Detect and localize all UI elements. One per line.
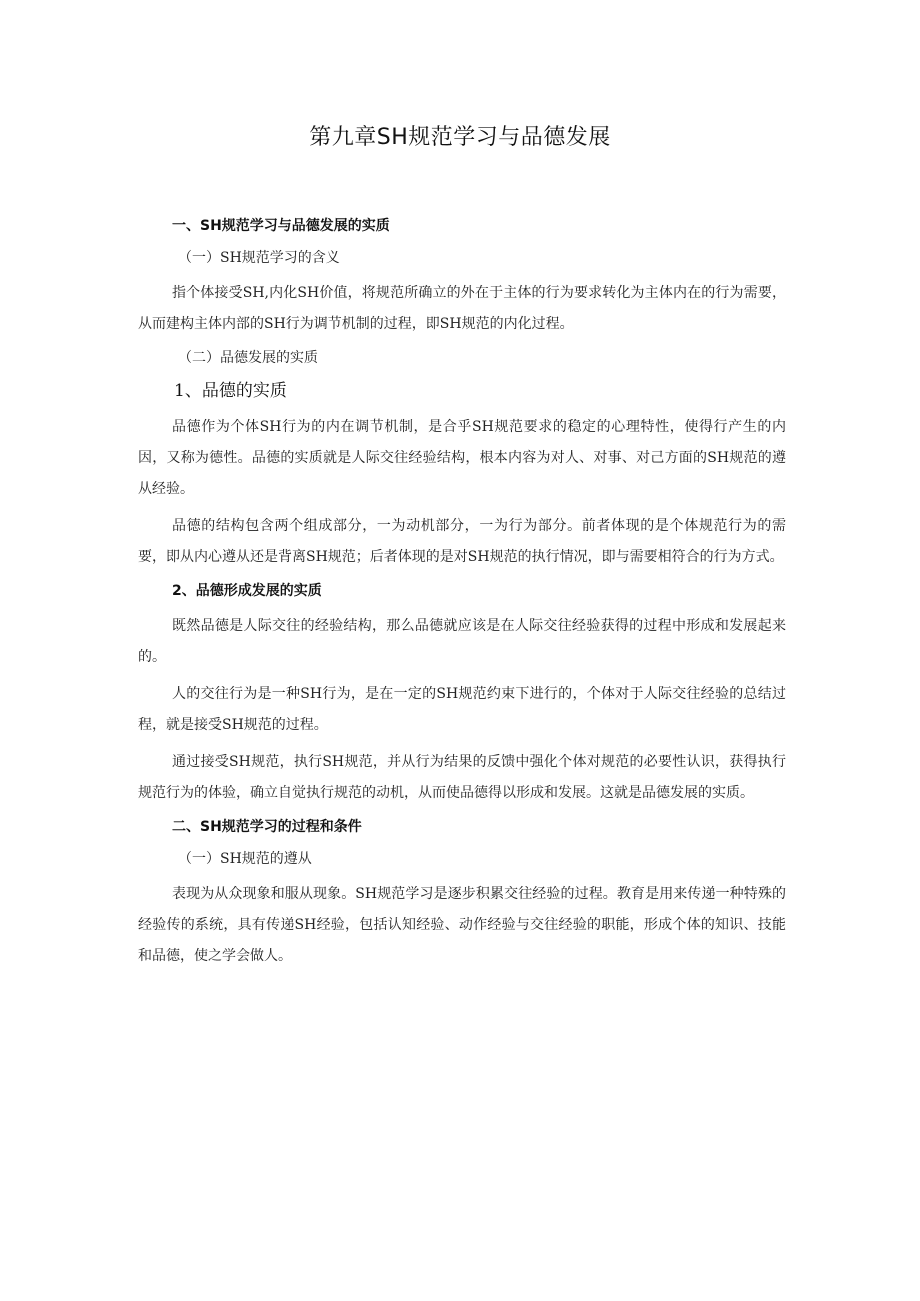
paragraph-formation: 既然品德是人际交往的经验结构，那么品德就应该是在人际交往经验获得的过程中形成和发展起来的。 [138, 618, 786, 665]
page-title: 第九章SH规范学习与品德发展 [309, 125, 611, 150]
paragraph-essence: 品德作为个体SH行为的内在调节机制，是合乎SH规范要求的稳定的心理特性，使得行产生的内因，又称为德性。品德的实质就是人际交往经验结构，根本内容为对人、对事、对己方面的SH规范的遵从经验。 [138, 419, 786, 497]
section-heading-1: 一、SH规范学习与品德发展的实质 [172, 218, 390, 234]
document-body [138, 212, 786, 972]
subsection-heading-2-1: （一）SH规范的遵从 [178, 851, 312, 867]
topic-heading-1: 1、品德的实质 [174, 381, 287, 401]
subsection-heading-1-2: （二）品德发展的实质 [178, 350, 318, 366]
paragraph-structure: 品德的结构包含两个组成部分，一为动机部分，一为行为部分。前者体现的是个体规范行为的需要，即从内心遵从还是背离SH规范；后者体现的是对SH规范的执行情况，即与需要相符合的行为方式。 [138, 518, 786, 565]
paragraph-compliance: 表现为从众现象和服从现象。SH规范学习是逐步积累交往经验的过程。教育是用来传递一种特殊的经验传的系统，具有传递SH经验，包括认知经验、动作经验与交往经验的职能，形成个体的知识、技能和品德，使之学会做人。 [138, 886, 786, 964]
topic-heading-2: 2、品德形成发展的实质 [172, 583, 322, 599]
paragraph-acceptance: 通过接受SH规范，执行SH规范，并从行为结果的反馈中强化个体对规范的必要性认识，获得执行规范行为的体验，确立自觉执行规范的动机，从而使品德得以形成和发展。这就是品德发展的实质。 [138, 754, 786, 801]
section-heading-2: 二、SH规范学习的过程和条件 [172, 819, 362, 835]
paragraph-interaction: 人的交往行为是一种SH行为，是在一定的SH规范约束下进行的，个体对于人际交往经验的总结过程，就是接受SH规范的过程。 [138, 686, 786, 733]
subsection-heading-1-1: （一）SH规范学习的含义 [178, 250, 340, 266]
paragraph-definition: 指个体接受SH,内化SH价值，将规范所确立的外在于主体的行为要求转化为主体内在的行为需要，从而建构主体内部的SH行为调节机制的过程，即SH规范的内化过程。 [138, 285, 786, 332]
